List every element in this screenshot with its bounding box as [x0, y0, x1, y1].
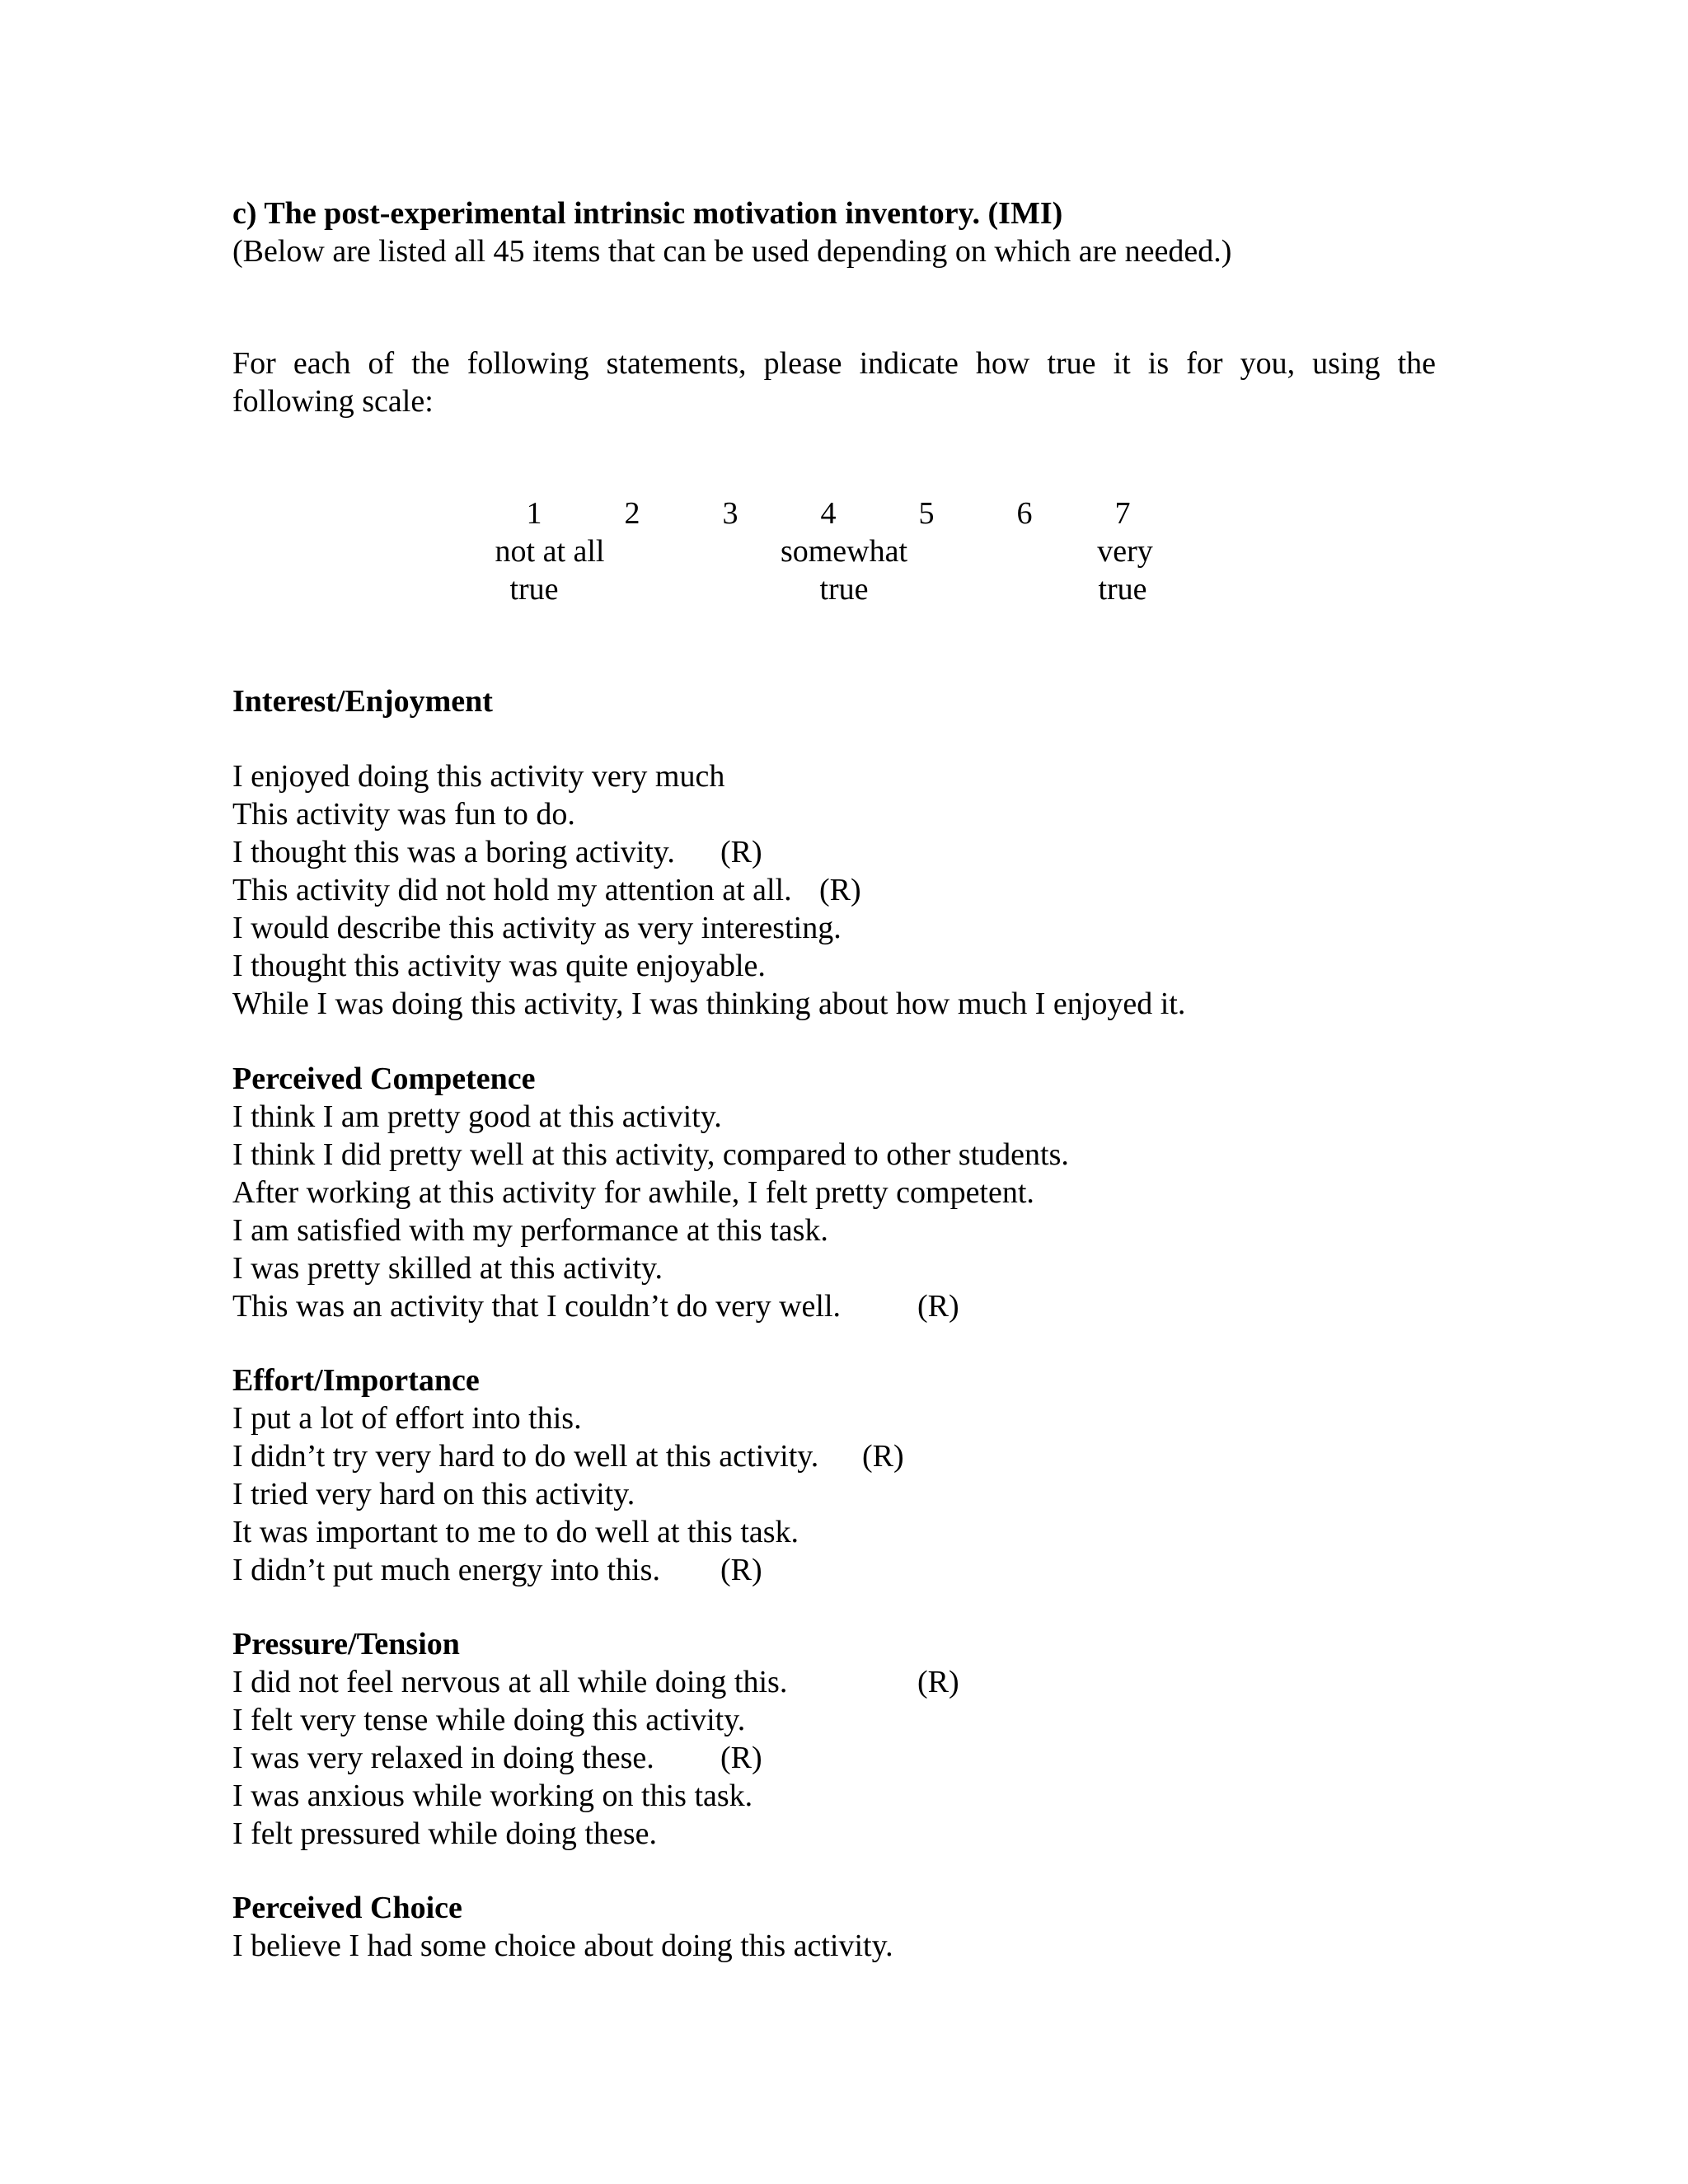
list-item: I thought this was a boring activity.	[232, 835, 675, 869]
list-item: This activity did not hold my attention at all.	[232, 873, 792, 907]
list-item: I think I did pretty well at this activity, compared to other students.	[232, 1137, 1069, 1172]
scale-number-1: 1	[526, 496, 542, 531]
scale-number-3: 3	[722, 496, 738, 531]
list-item: While I was doing this activity, I was thinking about how much I enjoyed it.	[232, 987, 1186, 1021]
section-heading-pressure-tension: Pressure/Tension	[232, 1627, 460, 1661]
reverse-scored-marker: (R)	[819, 873, 861, 907]
list-item: I felt pressured while doing these.	[232, 1816, 657, 1851]
list-item: This activity was fun to do.	[232, 797, 575, 832]
scale-anchor-high-top: very	[1097, 534, 1153, 569]
list-item: I didn’t put much energy into this.	[232, 1553, 660, 1587]
list-item: I did not feel nervous at all while doing this.	[232, 1665, 788, 1699]
document-title: c) The post-experimental intrinsic motivation inventory. (IMI)	[232, 196, 1063, 231]
scale-number-2: 2	[624, 496, 640, 531]
reverse-scored-marker: (R)	[720, 1553, 762, 1587]
list-item: I am satisfied with my performance at this task.	[232, 1213, 828, 1248]
list-item: It was important to me to do well at this task.	[232, 1515, 799, 1549]
section-heading-effort-importance: Effort/Importance	[232, 1363, 480, 1398]
list-item: I put a lot of effort into this.	[232, 1401, 582, 1436]
scale-anchor-low-top: not at all	[495, 534, 605, 569]
list-item: I tried very hard on this activity.	[232, 1477, 635, 1511]
list-item: I felt very tense while doing this activity.	[232, 1703, 746, 1737]
reverse-scored-marker: (R)	[720, 1741, 762, 1775]
scale-anchor-mid-top: somewhat	[780, 534, 908, 569]
section-heading-interest-enjoyment: Interest/Enjoyment	[232, 684, 493, 719]
scale-anchor-mid-bottom: true	[819, 572, 869, 607]
reverse-scored-marker: (R)	[917, 1665, 959, 1699]
scale-number-4: 4	[820, 496, 837, 531]
list-item: I enjoyed doing this activity very much	[232, 759, 725, 794]
list-item: I would describe this activity as very interesting.	[232, 911, 842, 945]
list-item: I thought this activity was quite enjoyable.	[232, 949, 766, 983]
scale-anchor-low-bottom: true	[509, 572, 559, 607]
reverse-scored-marker: (R)	[862, 1439, 904, 1474]
instructions-line-1: For each of the following statements, please indicate how true it is for you, using the	[232, 346, 1436, 381]
section-heading-perceived-competence: Perceived Competence	[232, 1062, 536, 1096]
scale-number-5: 5	[918, 496, 935, 531]
list-item: I was very relaxed in doing these.	[232, 1741, 654, 1775]
scale-anchor-high-bottom: true	[1098, 572, 1147, 607]
list-item: I believe I had some choice about doing this activity.	[232, 1929, 893, 1963]
list-item: I was anxious while working on this task.	[232, 1779, 753, 1813]
scale-number-7: 7	[1114, 496, 1131, 531]
list-item: I was pretty skilled at this activity.	[232, 1251, 663, 1286]
reverse-scored-marker: (R)	[917, 1289, 959, 1324]
instructions-line-2: following scale:	[232, 384, 434, 419]
document-subtitle: (Below are listed all 45 items that can be used depending on which are needed.)	[232, 234, 1232, 269]
scale-number-6: 6	[1016, 496, 1033, 531]
list-item: I didn’t try very hard to do well at this activity.	[232, 1439, 819, 1474]
list-item: After working at this activity for awhile, I felt pretty competent.	[232, 1175, 1034, 1210]
list-item: I think I am pretty good at this activity.	[232, 1099, 722, 1134]
list-item: This was an activity that I couldn’t do very well.	[232, 1289, 842, 1324]
reverse-scored-marker: (R)	[720, 835, 762, 869]
section-heading-perceived-choice: Perceived Choice	[232, 1891, 462, 1925]
